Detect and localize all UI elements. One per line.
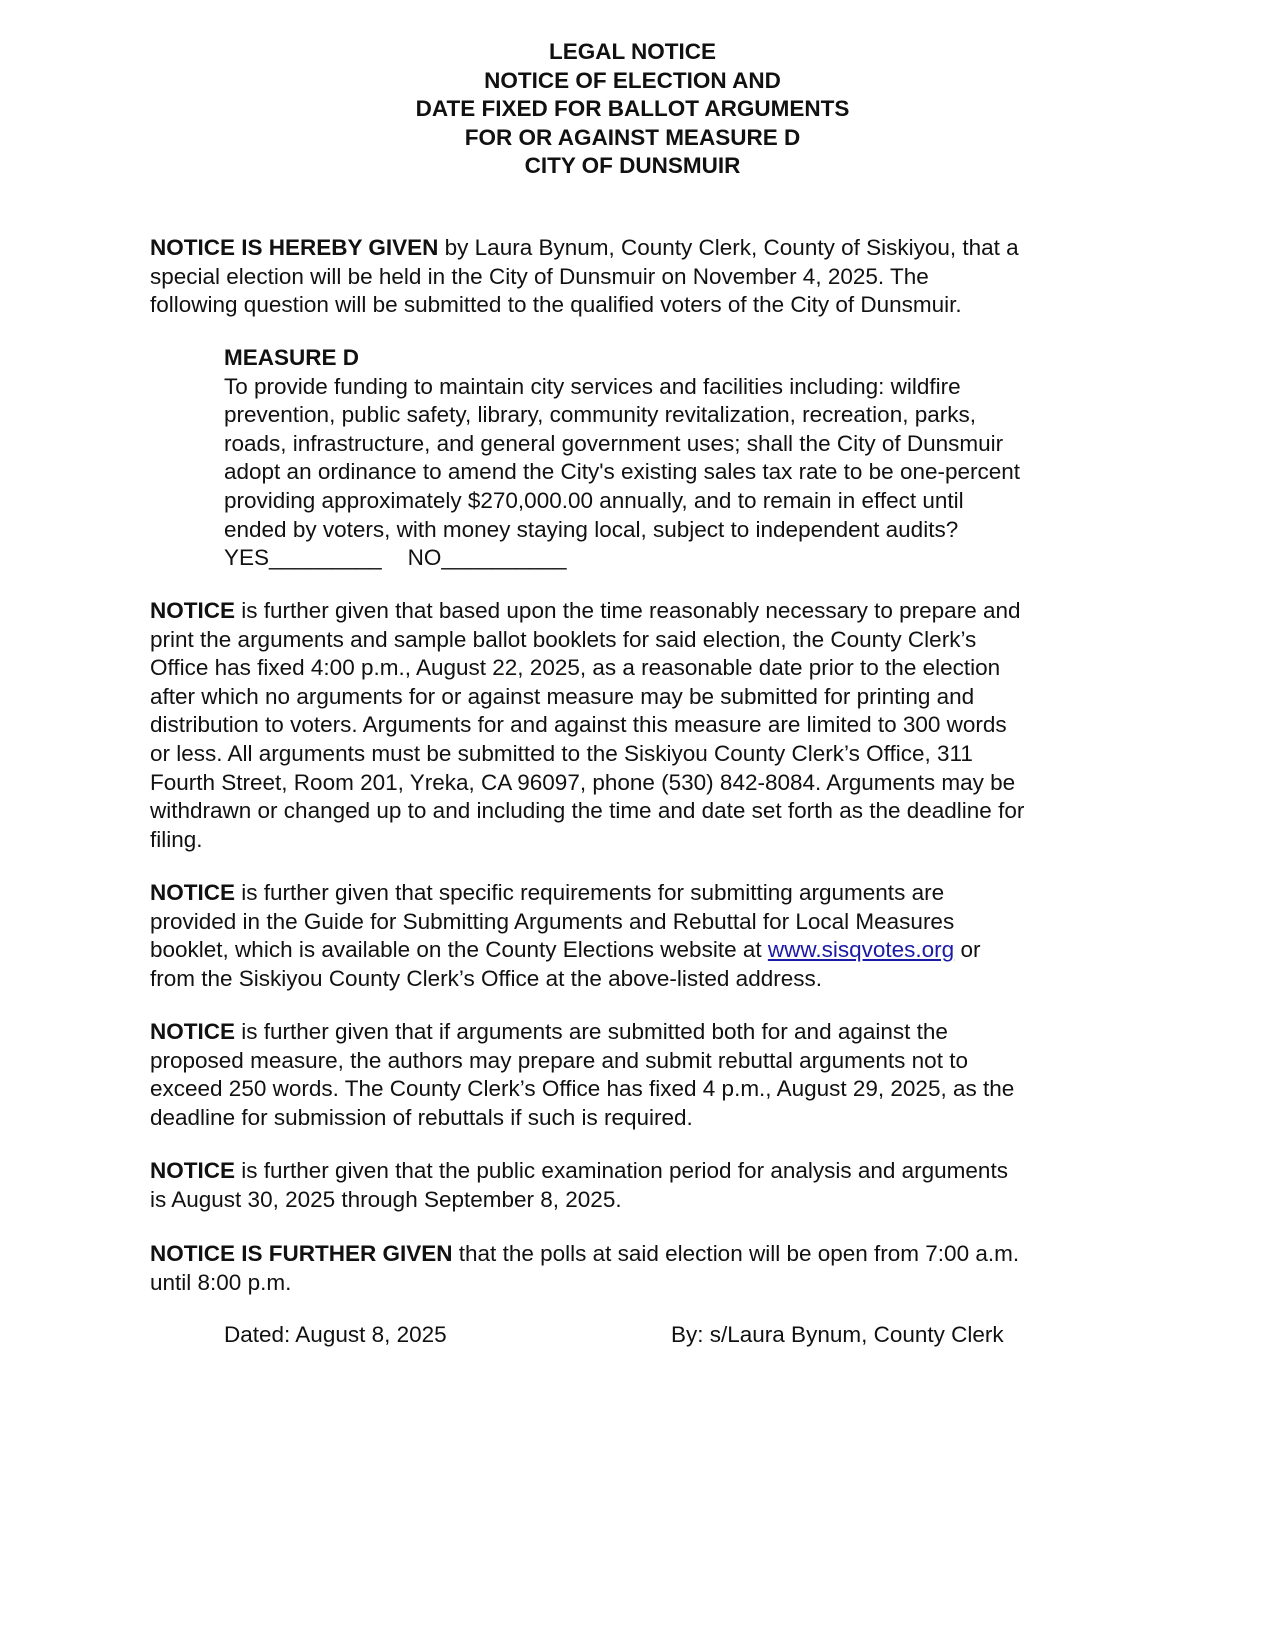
elections-website-link[interactable]: www.sisqvotes.org — [767, 937, 955, 963]
text-line — [150, 1240, 1130, 1269]
text-line: distribution to voters. Arguments for and against this measure are limited to 300 words — [150, 712, 1007, 738]
text-line: prevention, public safety, library, community revitalization, recreation, parks, — [224, 402, 976, 428]
text-line: or less. All arguments must be submitted to the Siskiyou County Clerk’s Office, 311 — [150, 740, 973, 766]
text-line: deadline for submission of rebuttals if such is required. — [150, 1104, 693, 1130]
measure-heading: MEASURE D — [224, 345, 360, 370]
text-line — [150, 1157, 1130, 1186]
title-line: NOTICE OF ELECTION AND — [484, 67, 781, 93]
lead: NOTICE IS HEREBY GIVEN — [150, 235, 439, 260]
text: by Laura Bynum, County Clerk, County of Siskiyou, that a — [438, 235, 1019, 260]
text-line — [150, 1018, 1130, 1047]
text: is further given that if arguments are submitted both for and against the — [235, 1019, 948, 1044]
text-line: providing approximately $270,000.00 annually, and to remain in effect until — [224, 487, 964, 513]
paragraph-requirements — [150, 879, 1130, 993]
text-line: ended by voters, with money staying local, subject to independent audits? — [224, 516, 959, 542]
text-line — [150, 936, 1130, 965]
dated-line: Dated: August 8, 2025 — [224, 1322, 447, 1347]
text: is further given that the public examination period for analysis and arguments — [235, 1158, 1008, 1183]
paragraph-notice-hereby-given — [150, 234, 1130, 320]
paragraph-rebuttals — [150, 1018, 1130, 1132]
text-line: roads, infrastructure, and general government uses; shall the City of Dunsmuir — [224, 430, 1004, 456]
text-line: proposed measure, the authors may prepare and submit rebuttal arguments not to — [150, 1047, 968, 1073]
paragraph-argument-deadline — [150, 597, 1130, 854]
text-line — [150, 597, 1130, 626]
lead: NOTICE — [150, 1019, 236, 1044]
text-line: exceed 250 words. The County Clerk’s Office has fixed 4 p.m., August 29, 2025, as the — [150, 1076, 1015, 1102]
text: is further given that specific requirements for submitting arguments are — [235, 880, 945, 905]
title-line: CITY OF DUNSMUIR — [524, 153, 741, 179]
text-line: provided in the Guide for Submitting Arguments and Rebuttal for Local Measures — [150, 908, 955, 934]
paragraph-examination-period — [150, 1157, 1130, 1214]
text: booklet, which is available on the County Elections website at — [150, 937, 768, 963]
text: is further given that based upon the time reasonably necessary to prepare and — [235, 598, 1021, 623]
lead: NOTICE — [150, 1158, 236, 1183]
signature-line: By: s/Laura Bynum, County Clerk — [671, 1322, 1004, 1347]
text-line: Fourth Street, Room 201, Yreka, CA 96097, phone (530) 842-8084. Arguments may be — [150, 769, 1016, 795]
yes-blank: YES_________ — [224, 545, 382, 571]
text-line: following question will be submitted to the qualified voters of the City of Dunsmuir. — [150, 292, 962, 318]
lead: NOTICE — [150, 598, 236, 623]
text-line — [150, 234, 1130, 263]
text-line: filing. — [150, 826, 203, 852]
text-line — [150, 879, 1130, 908]
text-line: print the arguments and sample ballot booklets for said election, the County Clerk’s — [150, 626, 977, 652]
text-line: from the Siskiyou County Clerk’s Office at the above-listed address. — [150, 965, 822, 991]
text-line: special election will be held in the City of Dunsmuir on November 4, 2025. The — [150, 263, 929, 289]
text: that the polls at said election will be open from 7:00 a.m. — [452, 1241, 1020, 1266]
vote-line — [224, 544, 1204, 573]
text-line: Office has fixed 4:00 p.m., August 22, 2025, as a reasonable date prior to the election — [150, 655, 1001, 681]
text: or — [954, 937, 981, 963]
lead: NOTICE IS FURTHER GIVEN — [150, 1241, 453, 1266]
title-line: DATE FIXED FOR BALLOT ARGUMENTS — [415, 96, 850, 122]
text-line: adopt an ordinance to amend the City's existing sales tax rate to be one-percent — [224, 459, 1021, 485]
text-line: withdrawn or changed up to and including the time and date set forth as the deadline for — [150, 798, 1025, 824]
text-line: until 8:00 p.m. — [150, 1269, 292, 1295]
text-line: To provide funding to maintain city services and facilities including: wildfire — [224, 373, 961, 399]
title-line: LEGAL NOTICE — [548, 39, 717, 64]
text-line: after which no arguments for or against measure may be submitted for printing and — [150, 683, 975, 709]
title-line: FOR OR AGAINST MEASURE D — [464, 124, 801, 150]
measure-d-block — [224, 344, 1204, 573]
text-line: is August 30, 2025 through September 8, 2025. — [150, 1186, 622, 1212]
no-blank: NO__________ — [407, 545, 567, 571]
paragraph-polls — [150, 1240, 1130, 1297]
lead: NOTICE — [150, 880, 236, 905]
notice-title — [0, 38, 1265, 181]
